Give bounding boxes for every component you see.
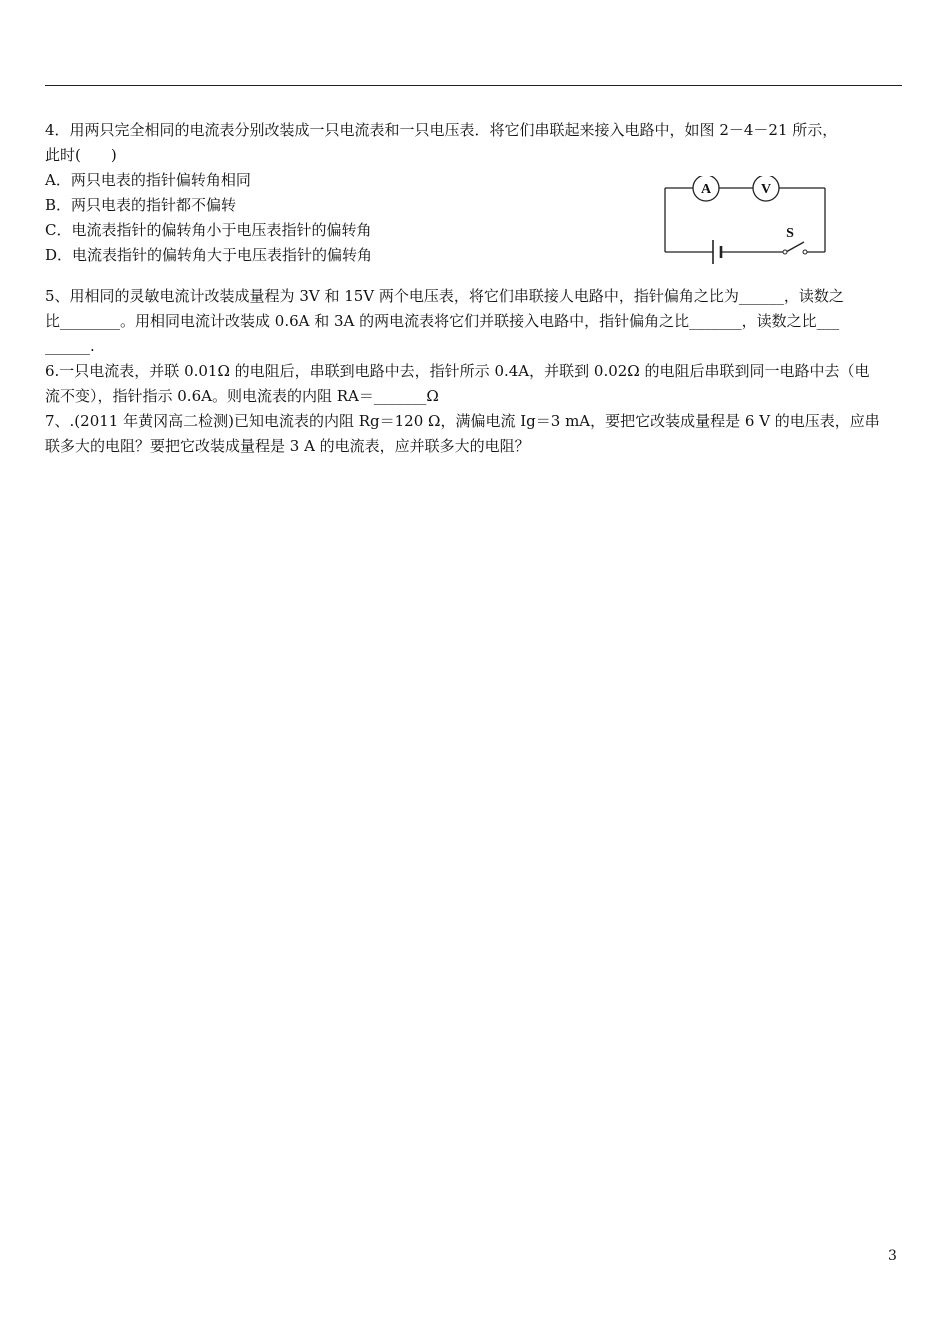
q5-line2: 比________。用相同电流计改装成 0.6A 和 3A 的两电流表将它们并联接入电路中，指针偏角之比_______，读数之比___	[45, 312, 840, 330]
q7-line2: 联多大的电阻？要把它改装成量程是 3 A 的电流表，应并联多大的电阻？	[45, 437, 530, 455]
q5-line3: ______.	[45, 337, 95, 355]
q5-line1: 5、用相同的灵敏电流计改装成量程为 3V 和 15V 两个电压表，将它们串联接人电路中，指针偏角之比为______，读数之	[45, 287, 844, 305]
q4-option-d: D．电流表指针的偏转角大于电压表指针的偏转角	[45, 246, 373, 264]
circuit-diagram	[662, 176, 830, 266]
question-6	[45, 359, 902, 409]
q7-line1: 7、.(2011 年黄冈高二检测)已知电流表的内阻 Rg＝120 Ω，满偏电流 Ig＝3 mA，要把它改装成量程是 6 V 的电压表，应串	[45, 412, 880, 430]
question-7	[45, 409, 902, 459]
q4-option-a: A．两只电表的指针偏转角相同	[45, 171, 251, 189]
page-number: 3	[888, 1248, 897, 1264]
ammeter-label: A	[700, 182, 712, 197]
switch-contact-left	[783, 250, 787, 254]
q6-line1: 6.一只电流表，并联 0.01Ω 的电阻后，串联到电路中去，指针所示 0.4A，并联到 0.02Ω 的电阻后串联到同一电路中去（电	[45, 362, 870, 380]
header-rule	[45, 85, 902, 86]
q4-options	[45, 168, 645, 268]
q4-stem-line2: 此时( )	[45, 146, 117, 164]
switch-contact-right	[803, 250, 807, 254]
q4-stem-line1: 4．用两只完全相同的电流表分别改装成一只电流表和一只电压表．将它们串联起来接入电路中，如图 2－4－21 所示，	[45, 121, 838, 139]
page-content	[45, 118, 902, 459]
q6-line2: 流不变），指针指示 0.6A。则电流表的内阻 RA＝_______Ω	[45, 387, 439, 405]
question-5	[45, 284, 902, 359]
q4-option-b: B．两只电表的指针都不偏转	[45, 196, 237, 214]
q4-option-c: C．电流表指针的偏转角小于电压表指针的偏转角	[45, 221, 372, 239]
switch-label: S	[786, 226, 794, 241]
voltmeter-label: V	[760, 182, 772, 197]
switch-blade	[786, 242, 804, 252]
